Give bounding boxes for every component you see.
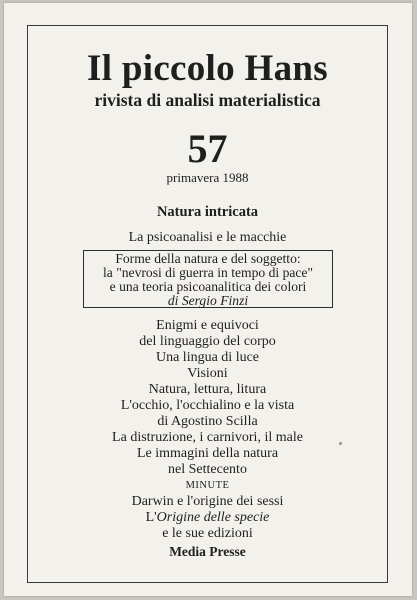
contents-item: di Agostino Scilla [157,414,258,429]
featured-line: e una teoria psicoanalitica dei colori [109,279,307,294]
section-title: Natura intricata [156,204,259,220]
minute-label: MINUTE [185,480,230,491]
contents-item: La distruzione, i carnivori, il male [112,430,303,445]
contents-item: Enigmi e equivoci [156,318,259,333]
print-speck [339,442,342,445]
featured-line: Forme della natura e del soggetto: [115,251,301,266]
contents-item: Visioni [187,366,228,381]
contents-item: L'occhio, l'occhialino e la vista [120,398,295,413]
minute-item: Darwin e l'origine dei sessi [131,494,284,509]
minute-item-prefix: L' [145,510,157,525]
contents-item: nel Settecento [168,462,247,477]
featured-author: di Sergio Finzi [167,293,249,308]
contents-item: Natura, lettura, litura [148,382,267,397]
minute-item: e le sue edizioni [162,526,253,541]
contents-item: Una lingua di luce [155,350,260,365]
issue-number: 57 [187,126,228,171]
contents-item: del linguaggio del corpo [139,334,276,349]
cover-frame [27,25,388,583]
magazine-cover [4,3,412,596]
issue-season: primavera 1988 [166,170,249,185]
contents-item: Le immagini della natura [136,446,279,461]
publisher-name: Media Presse [169,544,246,559]
featured-article-box [83,250,333,308]
magazine-subtitle: rivista di analisi materialistica [94,90,321,110]
minute-item-title: Origine delle specie [156,510,270,525]
intro-line: La psicoanalisi e le macchie [128,230,287,245]
minute-item [28,510,387,526]
featured-line: la "nevrosi di guerra in tempo di pace" [102,265,314,280]
magazine-title: Il piccolo Hans [87,48,328,89]
